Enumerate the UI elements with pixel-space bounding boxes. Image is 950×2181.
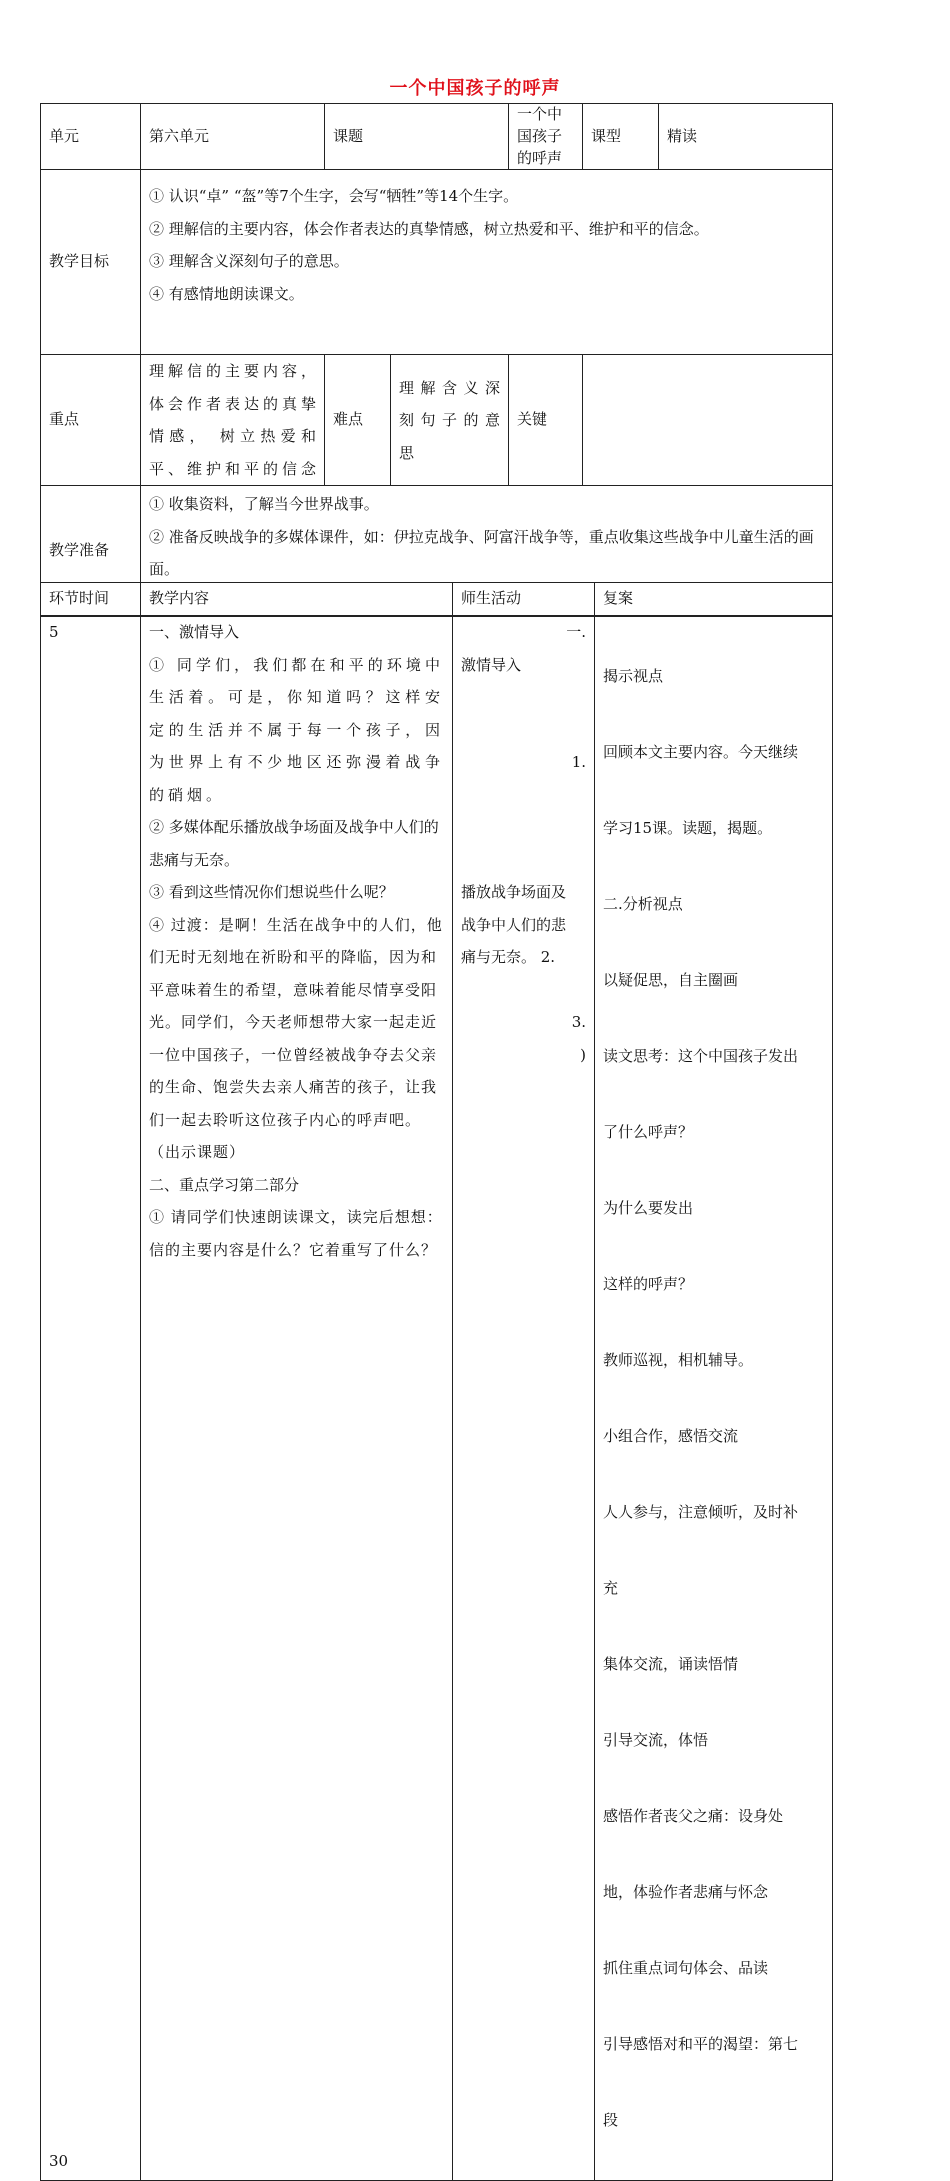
goal-item: ③ 理解含义深刻句子的意思。: [149, 252, 349, 271]
col-header-time: 环节时间: [41, 583, 141, 616]
process-table: [40, 582, 833, 2181]
page-title: 一个中国孩子的呼声: [389, 78, 561, 99]
time-bottom: 30: [49, 2152, 69, 2170]
goal-item: ① 认识“卓” “盔”等7个生字，会写“牺牲”等14个生字。: [149, 187, 519, 206]
key-label: 重点: [41, 355, 141, 486]
unit-value: 第六单元: [141, 104, 325, 170]
topic-value: 一个中国孩子的呼声: [509, 104, 583, 170]
topic-label: 课题: [325, 104, 509, 170]
type-value: 精读: [659, 104, 833, 170]
prep-label: 教学准备: [41, 486, 141, 617]
content-paragraph: ① 同学们，我们都在和平的环境中生活着。可是，你知道吗？这样安定的生活并不属于每一个孩子，因为世界上有不少地区还弥漫着战争的硝烟。: [149, 655, 444, 804]
content-paragraph: 二、重点学习第二部分: [149, 1175, 300, 1194]
unit-label: 单元: [41, 104, 141, 170]
content-cell: [141, 616, 453, 2181]
goals-label: 教学目标: [41, 170, 141, 355]
prep-item: ② 准备反映战争的多媒体课件，如：伊拉克战争、阿富汗战争等，重点收集这些战争中儿童生活的画面。: [149, 527, 814, 579]
goal-item: ② 理解信的主要内容，体会作者表达的真挚情感，树立热爱和平、维护和平的信念。: [149, 219, 709, 238]
difficulty-label: 难点: [325, 355, 391, 486]
col-header-content: 教学内容: [141, 583, 453, 616]
content-paragraph: ① 请同学们快速朗读课文，读完后想想：信的主要内容是什么？它着重写了什么？: [149, 1208, 443, 1259]
col-header-activity: 师生活动: [453, 583, 595, 616]
goal-item: ④ 有感情地朗读课文。: [149, 284, 304, 303]
difficulty-content: 理解含义深 刻句子的意 思: [391, 355, 509, 486]
activity-cell: 一. 激情导入 1. 播放战争场面及 战争中人们的悲 痛与无奈。 2. 3. ): [453, 616, 595, 2181]
prep-item: ① 收集资料，了解当今世界战事。: [149, 495, 379, 514]
critical-value: [583, 355, 833, 486]
lesson-info-table: [40, 103, 833, 617]
content-paragraph: ③ 看到这些情况你们想说些什么呢？: [149, 883, 394, 901]
content-paragraph: 一、激情导入: [149, 623, 240, 641]
plan-cell: 揭示视点 回顾本文主要内容。今天继续 学习15课。读题，揭题。 二.分析视点 以疑促思，自主圈画 读文思考：这个中国孩子发出 了什么呼声？ 为什么要发出 这样的呼声？ 教师巡视，相机辅导。 小组合作，感悟交流 人人参与，注意倾听，及时补 充 集体交流，诵读悟情 引导交流，体悟 感悟作者丧父之痛：设身处 地，体验作者悲痛与怀念 抓住重点词句体会、品读 引导感悟对和平的渴望：第七 段: [595, 616, 833, 2181]
content-paragraph: ② 多媒体配乐播放战争场面及战争中人们的悲痛与无奈。: [149, 818, 439, 869]
goals-content: [141, 170, 833, 355]
type-label: 课型: [583, 104, 659, 170]
key-content: 理解信的主要内容， 体会作者表达的真挚 情感， 树立热爱和 平、维护和平的信念: [141, 355, 325, 486]
time-cell: [41, 616, 141, 2181]
time-top: 5: [49, 623, 59, 641]
critical-label: 关键: [509, 355, 583, 486]
content-paragraph: ④ 过渡：是啊！生活在战争中的人们，他们无时无刻地在祈盼和平的降临，因为和平意味着生的希望，意味着能尽情享受阳光。同学们，今天老师想带大家一起走近一位中国孩子，一位曾经被战争夺去父亲的生命、饱尝失去亲人痛苦的孩子，让我们一起去聆听这位孩子内心的呼声吧。（出示课题）: [149, 915, 443, 1161]
col-header-plan: 复案: [595, 583, 833, 616]
